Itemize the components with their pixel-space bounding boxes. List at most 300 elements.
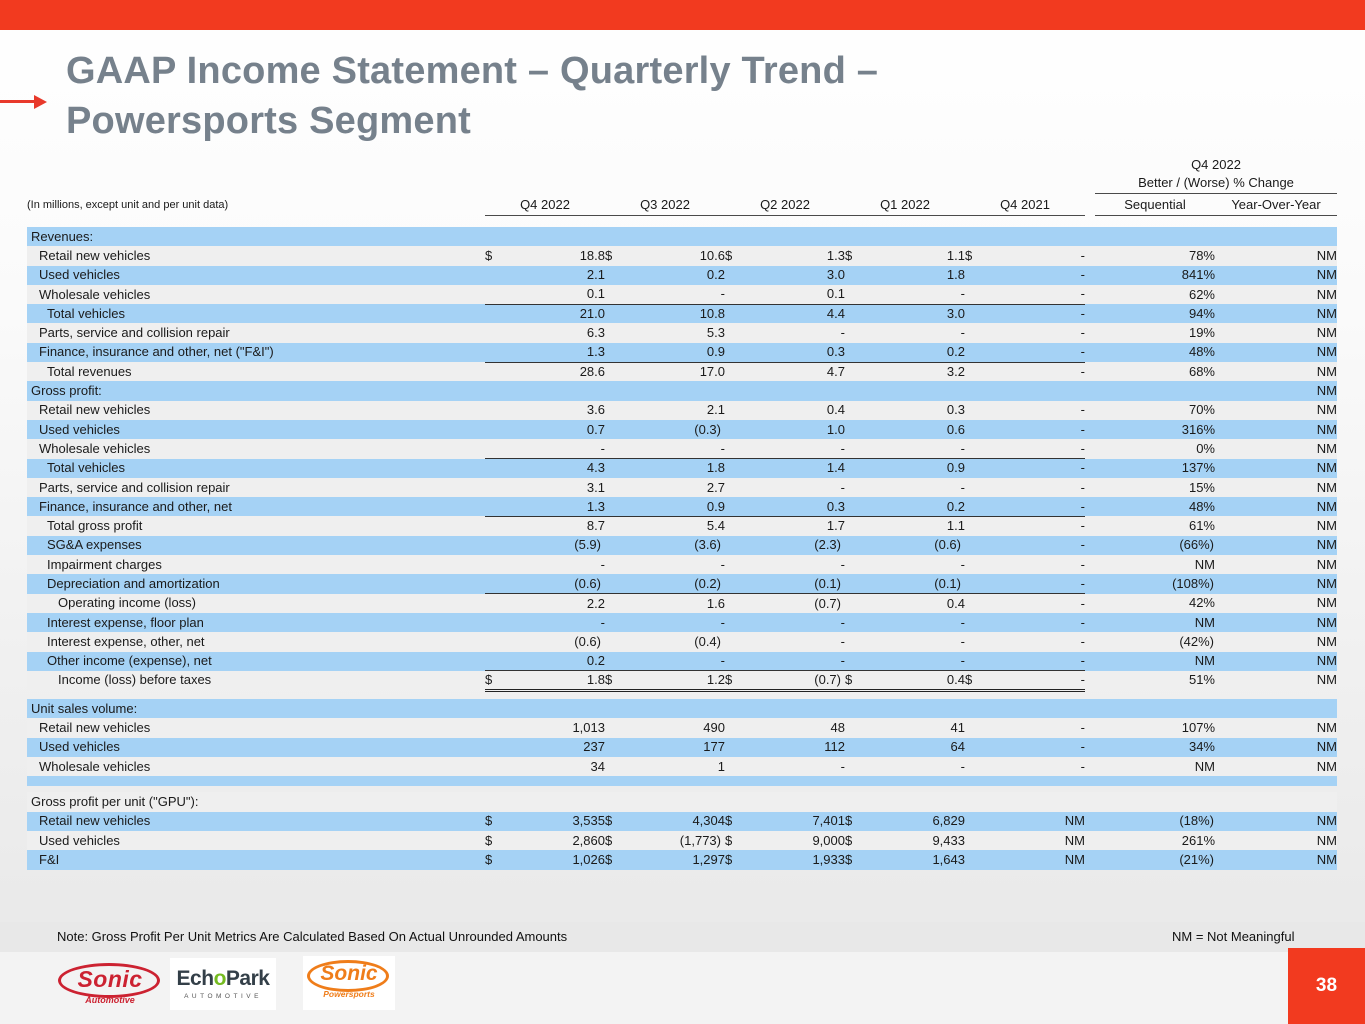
value-cell: 4.4 xyxy=(747,304,845,323)
value-cell: 1,933 xyxy=(747,850,845,869)
dollar-sign-cell xyxy=(845,718,867,737)
value-cell: NM xyxy=(987,812,1085,831)
dollar-sign-cell xyxy=(965,757,987,776)
gap-cell xyxy=(1085,227,1095,246)
page-title: GAAP Income Statement – Quarterly Trend – Powersports Segment xyxy=(66,50,879,143)
value-cell: - xyxy=(747,478,845,497)
dollar-sign-cell xyxy=(605,613,627,632)
dollar-sign-cell xyxy=(485,459,507,478)
dollar-sign-cell xyxy=(965,613,987,632)
dollar-sign-cell xyxy=(485,757,507,776)
value-cell: 0.2 xyxy=(507,652,605,671)
value-cell: 2.1 xyxy=(507,266,605,285)
table-row xyxy=(27,497,1337,516)
header-body-gap xyxy=(27,215,1337,227)
header-spacer xyxy=(27,155,1095,174)
dollar-sign-cell xyxy=(965,439,987,458)
dollar-sign-cell: $ xyxy=(725,812,747,831)
value-cell: 1.3 xyxy=(507,497,605,516)
dollar-sign-cell xyxy=(965,792,987,811)
sonic-sub-label: Automotive xyxy=(85,995,135,1005)
dollar-sign-cell xyxy=(965,738,987,757)
value-cell xyxy=(867,381,965,400)
dollar-sign-cell: $ xyxy=(725,850,747,869)
dollar-sign-cell xyxy=(845,699,867,718)
value-cell: - xyxy=(987,439,1085,458)
dollar-sign-cell xyxy=(845,594,867,613)
dollar-sign-cell: $ xyxy=(485,671,507,690)
row-label: Retail new vehicles xyxy=(27,812,485,831)
value-cell: 9,433 xyxy=(867,831,965,850)
value-cell: - xyxy=(507,439,605,458)
dollar-sign-cell xyxy=(965,536,987,555)
dollar-sign-cell xyxy=(605,516,627,535)
gap-cell xyxy=(1085,718,1095,737)
dollar-sign-cell xyxy=(485,632,507,651)
value-cell xyxy=(747,381,845,400)
dollar-sign-cell xyxy=(965,420,987,439)
value-cell: - xyxy=(867,285,965,304)
gap-cell xyxy=(1085,497,1095,516)
row-label: Total gross profit xyxy=(27,516,485,535)
echopark-sub-label: AUTOMOTIVE xyxy=(184,993,262,1000)
value-cell: 237 xyxy=(507,738,605,757)
value-cell: 0.3 xyxy=(867,401,965,420)
change-header-sub-row xyxy=(27,174,1337,193)
row-label: Retail new vehicles xyxy=(27,246,485,265)
dollar-sign-cell xyxy=(605,227,627,246)
value-cell: 1 xyxy=(627,757,725,776)
value-cell: 2.7 xyxy=(627,478,725,497)
echopark-logo xyxy=(170,958,276,1010)
value-cell: 8.7 xyxy=(507,516,605,535)
dollar-sign-cell xyxy=(845,266,867,285)
dollar-sign-cell xyxy=(965,632,987,651)
yoy-cell: NM xyxy=(1215,831,1337,850)
value-cell: 2.2 xyxy=(507,594,605,613)
value-cell xyxy=(867,227,965,246)
dollar-sign-cell xyxy=(845,285,867,304)
table-row xyxy=(27,227,1337,246)
row-label: Total vehicles xyxy=(27,304,485,323)
dollar-sign-cell xyxy=(845,536,867,555)
dollar-sign-cell xyxy=(485,381,507,400)
value-cell: 0.2 xyxy=(867,343,965,362)
value-cell: 177 xyxy=(627,738,725,757)
change-header-quarter: Q4 2022 xyxy=(1191,156,1241,172)
value-cell: (0.6) xyxy=(507,632,605,651)
dollar-sign-cell xyxy=(965,652,987,671)
row-label: Gross profit: xyxy=(27,381,485,400)
gap-cell xyxy=(1085,285,1095,304)
value-cell: 6,829 xyxy=(867,812,965,831)
sequential-cell: NM xyxy=(1095,652,1215,671)
value-cell: 490 xyxy=(627,718,725,737)
row-label: Used vehicles xyxy=(27,738,485,757)
table-row xyxy=(27,420,1337,439)
yoy-cell: NM xyxy=(1215,850,1337,869)
dollar-sign-cell xyxy=(725,536,747,555)
row-label: Impairment charges xyxy=(27,555,485,574)
table-row xyxy=(27,304,1337,323)
yoy-cell: NM xyxy=(1215,812,1337,831)
sonic-automotive-logo xyxy=(57,962,163,1008)
value-cell: 1,643 xyxy=(867,850,965,869)
row-label: Interest expense, floor plan xyxy=(27,613,485,632)
dollar-sign-cell: $ xyxy=(845,671,867,690)
dollar-sign-cell xyxy=(725,718,747,737)
gap-cell xyxy=(1085,304,1095,323)
dollar-sign-cell xyxy=(725,497,747,516)
table-row xyxy=(27,757,1337,776)
value-cell: 0.9 xyxy=(867,459,965,478)
value-cell: - xyxy=(987,459,1085,478)
sequential-cell: 34% xyxy=(1095,738,1215,757)
dollar-sign-cell xyxy=(965,343,987,362)
value-cell xyxy=(627,699,725,718)
row-label: Used vehicles xyxy=(27,831,485,850)
value-cell: 1.4 xyxy=(747,459,845,478)
value-cell xyxy=(867,792,965,811)
dollar-sign-cell xyxy=(965,304,987,323)
row-label: Retail new vehicles xyxy=(27,401,485,420)
dollar-sign-cell: $ xyxy=(845,831,867,850)
footer-band xyxy=(0,952,1365,1024)
spacer-cell xyxy=(27,690,1337,699)
dollar-sign-cell xyxy=(485,594,507,613)
spacer-row xyxy=(27,776,1337,786)
value-cell: - xyxy=(867,439,965,458)
gap-cell xyxy=(1085,362,1095,381)
dollar-sign-cell xyxy=(485,362,507,381)
dollar-sign-cell xyxy=(725,343,747,362)
value-cell: - xyxy=(987,246,1085,265)
dollar-sign-cell xyxy=(605,738,627,757)
arrow-head xyxy=(34,95,47,109)
value-cell: 0.2 xyxy=(867,497,965,516)
dollar-sign-cell xyxy=(725,401,747,420)
row-label: Total revenues xyxy=(27,362,485,381)
row-label: Gross profit per unit ("GPU"): xyxy=(27,792,485,811)
table-row xyxy=(27,266,1337,285)
dollar-sign-cell: $ xyxy=(485,246,507,265)
dollar-sign-cell xyxy=(605,555,627,574)
value-cell: - xyxy=(867,613,965,632)
dollar-sign-cell: $ xyxy=(725,831,747,850)
sequential-cell xyxy=(1095,381,1215,400)
yoy-cell: NM xyxy=(1215,323,1337,342)
dollar-sign-cell: $ xyxy=(605,850,627,869)
row-label: Income (loss) before taxes xyxy=(27,671,485,690)
dollar-sign-cell xyxy=(965,555,987,574)
dollar-sign-cell: $ xyxy=(725,671,747,690)
table-row xyxy=(27,738,1337,757)
value-cell: - xyxy=(987,497,1085,516)
table-row xyxy=(27,343,1337,362)
gap-cell xyxy=(1085,613,1095,632)
value-cell xyxy=(627,381,725,400)
value-cell: 7,401 xyxy=(747,812,845,831)
value-cell: - xyxy=(987,632,1085,651)
dollar-sign-cell xyxy=(965,285,987,304)
value-cell: 4.3 xyxy=(507,459,605,478)
dollar-sign-cell xyxy=(965,266,987,285)
sequential-cell: 62% xyxy=(1095,285,1215,304)
sequential-cell: (42%) xyxy=(1095,632,1215,651)
dollar-sign-cell xyxy=(605,652,627,671)
table-row xyxy=(27,850,1337,869)
yoy-cell: NM xyxy=(1215,381,1337,400)
dollar-sign-cell: $ xyxy=(845,246,867,265)
value-cell: - xyxy=(627,652,725,671)
dollar-sign-cell xyxy=(725,362,747,381)
sequential-cell xyxy=(1095,699,1215,718)
dollar-sign-cell xyxy=(845,323,867,342)
gap-cell xyxy=(1085,555,1095,574)
value-cell: (0.6) xyxy=(507,574,605,593)
sequential-cell: 15% xyxy=(1095,478,1215,497)
value-cell: - xyxy=(627,285,725,304)
dollar-sign-cell xyxy=(485,574,507,593)
value-cell: - xyxy=(867,632,965,651)
value-cell: 0.4 xyxy=(747,401,845,420)
dollar-sign-cell xyxy=(725,792,747,811)
value-cell: 3.0 xyxy=(867,304,965,323)
dollar-sign-cell xyxy=(845,652,867,671)
yoy-cell: NM xyxy=(1215,246,1337,265)
page-number-box xyxy=(1288,948,1365,1024)
value-cell: 0.6 xyxy=(867,420,965,439)
note-band xyxy=(0,922,1365,952)
dollar-sign-cell xyxy=(485,420,507,439)
value-cell xyxy=(987,227,1085,246)
dollar-sign-cell xyxy=(605,381,627,400)
dollar-sign-cell: $ xyxy=(725,246,747,265)
sequential-cell: NM xyxy=(1095,555,1215,574)
sequential-cell xyxy=(1095,227,1215,246)
value-cell: NM xyxy=(987,850,1085,869)
echopark-park: Park xyxy=(225,967,270,990)
dollar-sign-cell: $ xyxy=(965,246,987,265)
gap-cell xyxy=(1085,574,1095,593)
col-header-q2-2022: Q2 2022 xyxy=(725,193,845,215)
dollar-sign-cell xyxy=(965,516,987,535)
arrow-shaft xyxy=(0,100,36,103)
footnote: Note: Gross Profit Per Unit Metrics Are Calculated Based On Actual Unrounded Amounts xyxy=(57,929,568,944)
gap-cell xyxy=(1085,536,1095,555)
gap-cell xyxy=(1085,812,1095,831)
dollar-sign-cell xyxy=(605,420,627,439)
value-cell: - xyxy=(507,613,605,632)
powersports-sub-label: Powersports xyxy=(323,989,375,999)
sequential-cell: 48% xyxy=(1095,497,1215,516)
gap-cell xyxy=(1085,516,1095,535)
dollar-sign-cell xyxy=(845,574,867,593)
dollar-sign-cell xyxy=(485,497,507,516)
dollar-sign-cell xyxy=(605,285,627,304)
row-label: Finance, insurance and other, net xyxy=(27,497,485,516)
value-cell: - xyxy=(747,757,845,776)
value-cell xyxy=(747,792,845,811)
table-row xyxy=(27,401,1337,420)
dollar-sign-cell xyxy=(845,738,867,757)
value-cell: 2.1 xyxy=(627,401,725,420)
value-cell: (2.3) xyxy=(747,536,845,555)
sequential-cell: 68% xyxy=(1095,362,1215,381)
value-cell: - xyxy=(747,323,845,342)
value-cell: 34 xyxy=(507,757,605,776)
value-cell xyxy=(867,699,965,718)
dollar-sign-cell xyxy=(845,381,867,400)
col-header-q1-2022: Q1 2022 xyxy=(845,193,965,215)
value-cell: 1.3 xyxy=(747,246,845,265)
value-cell: - xyxy=(747,632,845,651)
table-row xyxy=(27,246,1337,265)
value-cell: - xyxy=(747,555,845,574)
dollar-sign-cell xyxy=(725,304,747,323)
value-cell: 0.3 xyxy=(747,497,845,516)
dollar-sign-cell xyxy=(485,343,507,362)
value-cell xyxy=(627,227,725,246)
header-spacer xyxy=(27,174,1095,193)
col-header-q4-2022: Q4 2022 xyxy=(485,193,605,215)
dollar-sign-cell xyxy=(605,343,627,362)
sequential-cell: 51% xyxy=(1095,671,1215,690)
row-label: Parts, service and collision repair xyxy=(27,323,485,342)
value-cell: 9,000 xyxy=(747,831,845,850)
value-cell: - xyxy=(987,536,1085,555)
col-header-sequential: Sequential xyxy=(1095,193,1215,215)
value-cell: (3.6) xyxy=(627,536,725,555)
value-cell: 5.4 xyxy=(627,516,725,535)
value-cell: 6.3 xyxy=(507,323,605,342)
dollar-sign-cell xyxy=(965,401,987,420)
value-cell: - xyxy=(987,757,1085,776)
dollar-sign-cell xyxy=(725,227,747,246)
yoy-cell: NM xyxy=(1215,738,1337,757)
dollar-sign-cell xyxy=(965,459,987,478)
value-cell: (0.1) xyxy=(867,574,965,593)
dollar-sign-cell: $ xyxy=(605,831,627,850)
change-header-top-row xyxy=(27,155,1337,174)
dollar-sign-cell xyxy=(605,497,627,516)
row-label: Parts, service and collision repair xyxy=(27,478,485,497)
dollar-sign-cell xyxy=(485,478,507,497)
gap-cell xyxy=(1085,459,1095,478)
dollar-sign-cell xyxy=(605,699,627,718)
value-cell: 64 xyxy=(867,738,965,757)
dollar-sign-cell xyxy=(485,792,507,811)
value-cell: 5.3 xyxy=(627,323,725,342)
dollar-sign-cell: $ xyxy=(605,812,627,831)
yoy-cell: NM xyxy=(1215,613,1337,632)
dollar-sign-cell xyxy=(605,401,627,420)
sonic-powersports-logo xyxy=(303,956,395,1010)
value-cell xyxy=(747,227,845,246)
dollar-sign-cell xyxy=(965,227,987,246)
value-cell: 10.6 xyxy=(627,246,725,265)
yoy-cell: NM xyxy=(1215,555,1337,574)
value-cell: 1.7 xyxy=(747,516,845,535)
dollar-sign-cell xyxy=(965,362,987,381)
dollar-sign-cell xyxy=(605,536,627,555)
row-label: Used vehicles xyxy=(27,266,485,285)
dollar-sign-cell xyxy=(845,632,867,651)
sequential-cell: 19% xyxy=(1095,323,1215,342)
sequential-cell: 107% xyxy=(1095,718,1215,737)
gap-cell xyxy=(1085,738,1095,757)
value-cell: - xyxy=(987,285,1085,304)
yoy-cell: NM xyxy=(1215,497,1337,516)
dollar-sign-cell xyxy=(845,516,867,535)
dollar-sign-cell xyxy=(845,227,867,246)
dollar-sign-cell xyxy=(965,574,987,593)
value-cell: - xyxy=(987,613,1085,632)
yoy-cell: NM xyxy=(1215,362,1337,381)
col-header-q3-2022: Q3 2022 xyxy=(605,193,725,215)
value-cell: - xyxy=(987,516,1085,535)
row-label: Total vehicles xyxy=(27,459,485,478)
yoy-cell: NM xyxy=(1215,459,1337,478)
yoy-cell: NM xyxy=(1215,536,1337,555)
value-cell: 1.8 xyxy=(867,266,965,285)
value-cell: - xyxy=(627,439,725,458)
header-gap xyxy=(1085,193,1095,215)
value-cell: - xyxy=(987,718,1085,737)
value-cell: - xyxy=(747,439,845,458)
gap-cell xyxy=(1085,401,1095,420)
yoy-cell xyxy=(1215,792,1337,811)
yoy-cell: NM xyxy=(1215,574,1337,593)
dollar-sign-cell xyxy=(485,304,507,323)
value-cell: - xyxy=(987,323,1085,342)
dollar-sign-cell xyxy=(485,227,507,246)
value-cell: - xyxy=(507,555,605,574)
gap-cell xyxy=(1085,671,1095,690)
dollar-sign-cell xyxy=(845,757,867,776)
gap-cell xyxy=(1085,792,1095,811)
dollar-sign-cell xyxy=(485,536,507,555)
table-row xyxy=(27,555,1337,574)
dollar-sign-cell xyxy=(845,497,867,516)
value-cell: (0.3) xyxy=(627,420,725,439)
value-cell: - xyxy=(987,362,1085,381)
gap-cell xyxy=(1085,652,1095,671)
value-cell xyxy=(507,381,605,400)
table-row xyxy=(27,478,1337,497)
yoy-cell: NM xyxy=(1215,516,1337,535)
dollar-sign-cell xyxy=(725,738,747,757)
value-cell: (0.1) xyxy=(747,574,845,593)
table-row xyxy=(27,792,1337,811)
value-cell: 1,297 xyxy=(627,850,725,869)
income-statement-table xyxy=(27,155,1337,870)
value-cell: 0.4 xyxy=(867,594,965,613)
value-cell: - xyxy=(987,555,1085,574)
dollar-sign-cell xyxy=(725,323,747,342)
yoy-cell: NM xyxy=(1215,671,1337,690)
table-row xyxy=(27,632,1337,651)
value-cell: - xyxy=(867,555,965,574)
dollar-sign-cell xyxy=(485,555,507,574)
value-cell: 1.1 xyxy=(867,516,965,535)
dollar-sign-cell xyxy=(845,555,867,574)
value-cell: (0.7) xyxy=(747,671,845,690)
dollar-sign-cell xyxy=(485,285,507,304)
dollar-sign-cell: $ xyxy=(485,831,507,850)
value-cell: 0.9 xyxy=(627,497,725,516)
dollar-sign-cell: $ xyxy=(485,812,507,831)
